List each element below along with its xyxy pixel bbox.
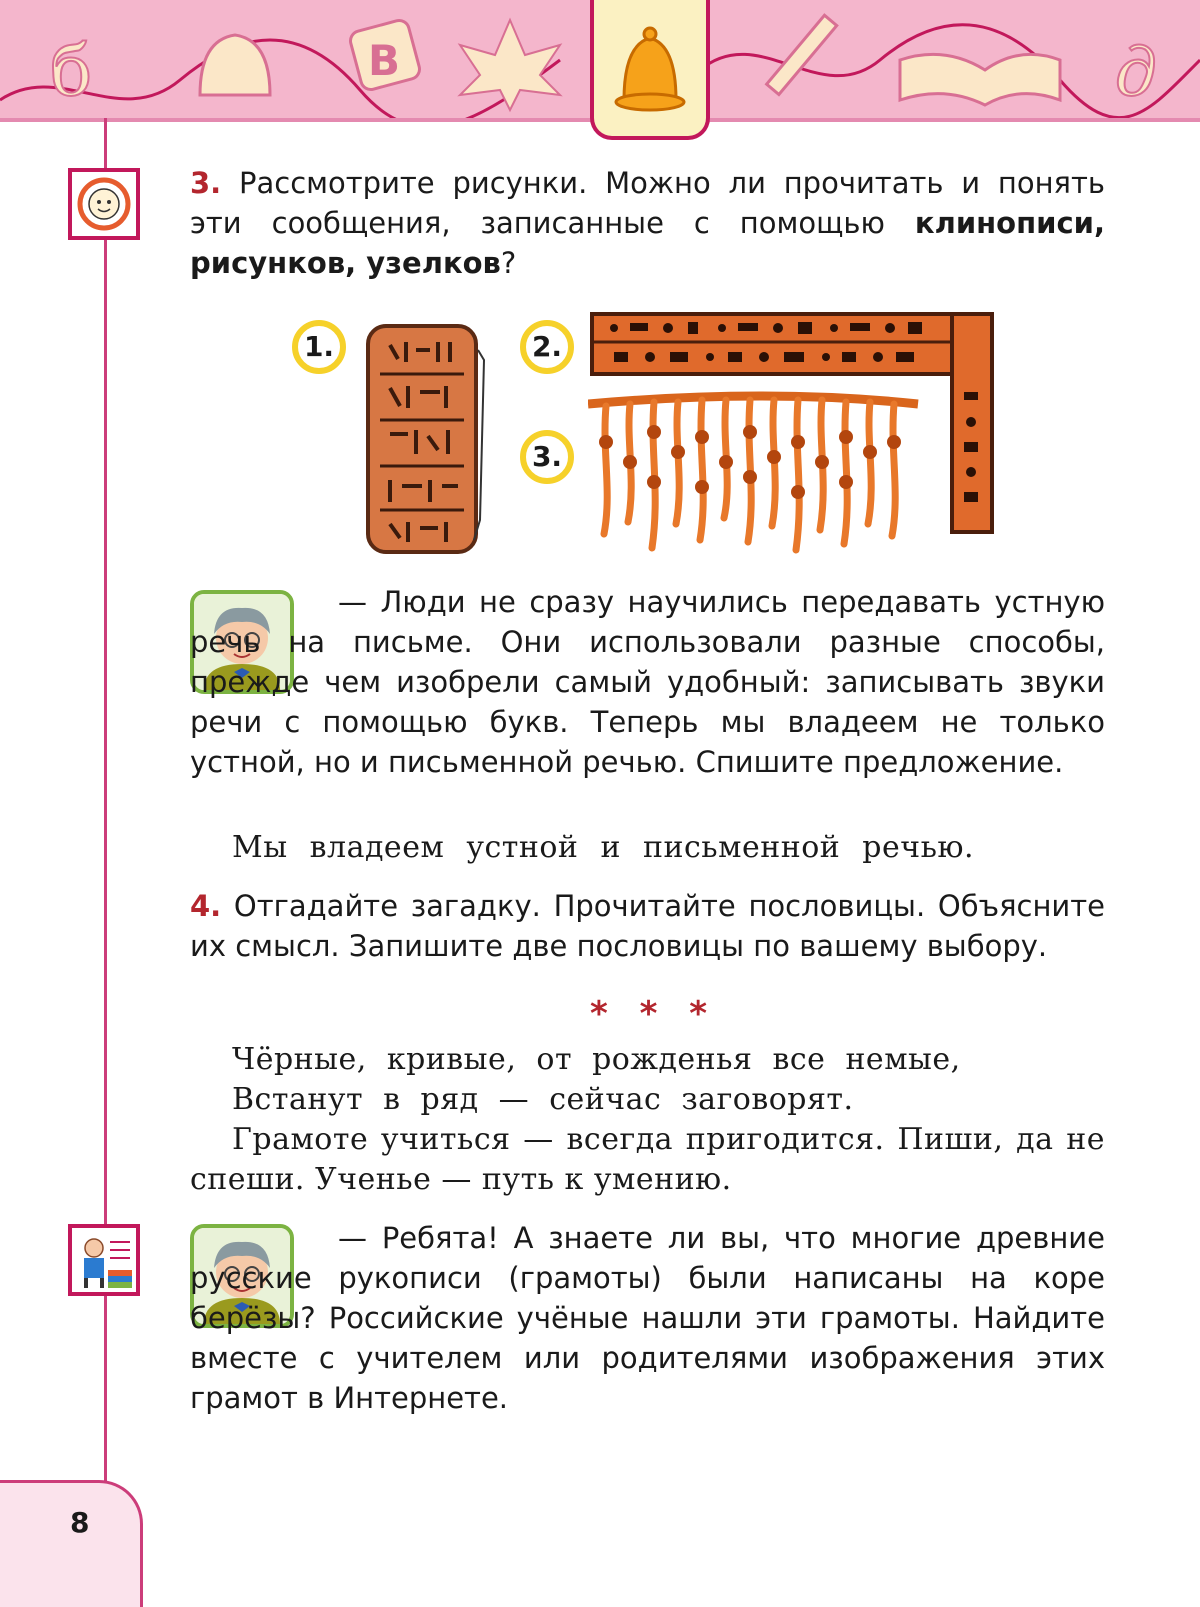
task-4-instruction: Отгадайте загадку. Прочитайте пословицы. Объясните их смысл. Запишите две пословицы по вашему выбору.: [190, 889, 1106, 963]
cuneiform-tablet-image: [360, 320, 490, 560]
task-3-question: Рассмотрите рисунки. Можно ли прочитать и понять эти сообщения, записанные с помощью: [190, 166, 1105, 240]
task-3-end: ?: [500, 246, 517, 280]
teacher-note-2-text: — Ребята! А знаете ли вы, что многие древние русские рукописи (грамоты) были написаны на коре берёзы? Российские учёные нашли эти грамоты. Найдите вместе с учителем или родителями изображения этих грамот в Интернете.: [190, 1221, 1105, 1415]
page-number-tab: [0, 1480, 143, 1607]
riddle-stars-divider: * * *: [590, 994, 718, 1034]
page-number: 8: [70, 1506, 90, 1539]
proverbs-text: Грамоте учиться — всегда пригодится. Пиши, да не спеши. Ученье — путь к умению.: [190, 1122, 1105, 1197]
pencil-icon: [767, 15, 837, 94]
margin-line: [104, 118, 107, 1604]
bell-tab: [590, 0, 710, 140]
teacher-note-1-text: — Люди не сразу научились передавать устную речь на письме. Они использовали разные способы, прежде чем изобрели самый удобный: записывать звуки речи с помощью букв. Теперь мы владеем не только устной, но и письменной речью. Спишите предложение.: [190, 585, 1105, 779]
reflection-icon-box: [68, 168, 140, 240]
task-4-text: [190, 886, 1105, 966]
open-book-icon: [900, 54, 1060, 105]
letter-b-icon: [50, 30, 92, 112]
svg-text:д: д: [1115, 34, 1157, 111]
copy-sentence: Мы владеем устной и письменной речью.: [232, 830, 975, 865]
figure-label-2: 2.: [520, 320, 574, 374]
figure-label-3: 3.: [520, 430, 574, 484]
reflection-icon: [72, 172, 136, 236]
bell-outline-icon: [200, 35, 270, 95]
riddle-line-2: Встанут в ряд — сейчас заговорят.: [232, 1082, 854, 1117]
task-3-bold-terms: клинописи, рисунков, узелков: [190, 206, 1105, 280]
letter-v-block-icon: [348, 18, 421, 91]
golden-bell-icon: [594, 0, 706, 132]
task-3-text: [190, 163, 1105, 283]
research-icon-box: [68, 1224, 140, 1296]
svg-text:В: В: [368, 36, 401, 85]
riddle-line-1: Чёрные, кривые, от рожденья все немые,: [232, 1042, 961, 1077]
task-4-number: 4.: [190, 889, 222, 923]
maple-leaf-icon: [460, 20, 560, 110]
letter-d-icon: [1115, 34, 1157, 111]
task-3-number: 3.: [190, 166, 222, 200]
figure-label-1: 1.: [292, 320, 346, 374]
svg-text:б: б: [50, 30, 93, 112]
hieroglyph-scroll-and-knots-image: [588, 312, 998, 562]
child-with-books-icon: [72, 1228, 136, 1292]
